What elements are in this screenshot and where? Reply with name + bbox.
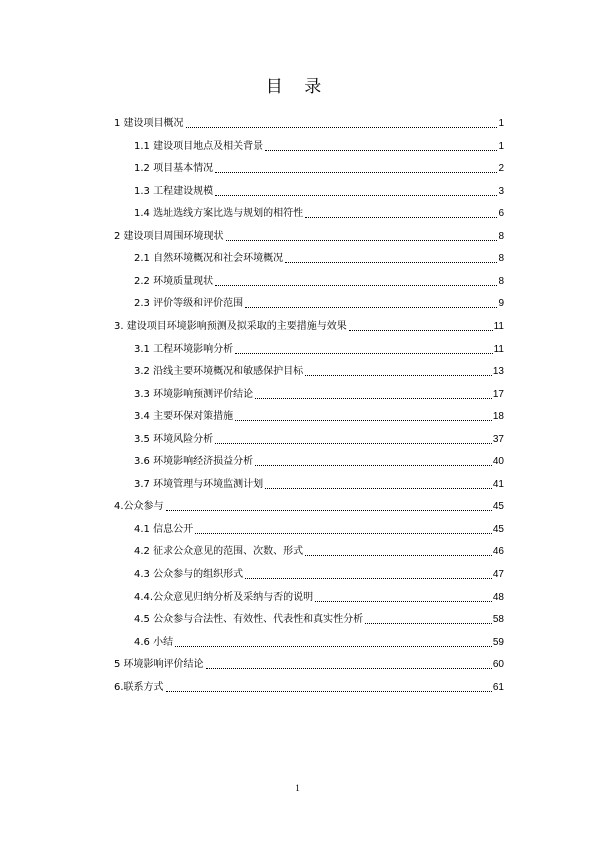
toc-entry-page-number: 11 xyxy=(493,321,504,332)
toc-dot-leader xyxy=(349,329,493,331)
toc-entry-page-number: 8 xyxy=(498,253,504,264)
toc-entry-page-number: 40 xyxy=(492,456,504,467)
toc-entry[interactable] xyxy=(134,184,504,198)
toc-entry[interactable] xyxy=(114,229,504,243)
toc-entry-label: 3. 建设项目环境影响预测及拟采取的主要措施与效果 xyxy=(114,321,347,332)
toc-dot-leader xyxy=(206,667,492,669)
toc-dot-leader xyxy=(255,397,492,399)
toc-entry-page-number: 13 xyxy=(492,366,504,377)
toc-dot-leader xyxy=(245,577,492,579)
toc-entry[interactable] xyxy=(134,296,504,310)
toc-entry-label: 2.2 环境质量现状 xyxy=(134,276,214,287)
toc-entry[interactable] xyxy=(134,274,504,288)
toc-dot-leader xyxy=(315,600,492,602)
toc-dot-leader xyxy=(166,509,492,511)
toc-entry-page-number: 37 xyxy=(492,434,504,445)
toc-dot-leader xyxy=(245,306,497,308)
toc-entry[interactable] xyxy=(134,139,504,153)
toc-dot-leader xyxy=(285,261,497,263)
toc-entry[interactable] xyxy=(134,251,504,265)
toc-dot-leader xyxy=(215,171,497,173)
toc-dot-leader xyxy=(265,487,492,489)
toc-dot-leader xyxy=(186,126,498,128)
toc-entry-label: 4.3 公众参与的组织形式 xyxy=(134,569,244,580)
toc-entry-label: 4.公众参与 xyxy=(114,501,164,512)
toc-entry-label: 2.3 评价等级和评价范围 xyxy=(134,298,244,309)
toc-entry-label: 3.2 沿线主要环境概况和敏感保护目标 xyxy=(134,366,304,377)
toc-entry-page-number: 9 xyxy=(498,298,504,309)
toc-entry-label: 2 建设项目周围环境现状 xyxy=(114,231,224,242)
toc-entry[interactable] xyxy=(114,116,504,130)
toc-dot-leader xyxy=(215,194,497,196)
toc-entry-label: 4.5 公众参与合法性、有效性、代表性和真实性分析 xyxy=(134,614,364,625)
toc-dot-leader xyxy=(166,690,492,692)
toc-entry-label: 1.1 建设项目地点及相关背景 xyxy=(134,141,264,152)
toc-entry-label: 5 环境影响评价结论 xyxy=(114,659,204,670)
toc-dot-leader xyxy=(235,419,492,421)
toc-entry-page-number: 47 xyxy=(492,569,504,580)
toc-entry-page-number: 8 xyxy=(498,231,504,242)
toc-entry-label: 3.3 环境影响预测评价结论 xyxy=(134,389,254,400)
toc-dot-leader xyxy=(305,216,497,218)
toc-dot-leader xyxy=(215,284,497,286)
footer-page-number: 1 xyxy=(295,783,300,793)
toc-entry-label: 4.6 小结 xyxy=(134,637,174,648)
toc-dot-leader xyxy=(215,442,492,444)
toc-entry[interactable] xyxy=(134,206,504,220)
toc-entry-page-number: 17 xyxy=(492,389,504,400)
toc-entry-page-number: 46 xyxy=(492,546,504,557)
toc-entry[interactable] xyxy=(114,319,504,333)
toc-entry-page-number: 58 xyxy=(492,614,504,625)
toc-entry-page-number: 3 xyxy=(498,186,504,197)
toc-entry[interactable] xyxy=(134,544,504,558)
toc-entry[interactable] xyxy=(134,477,504,491)
toc-entry-label: 1.2 项目基本情况 xyxy=(134,163,214,174)
toc-entry-page-number: 2 xyxy=(498,163,504,174)
toc-entry[interactable] xyxy=(134,590,504,604)
toc-dot-leader xyxy=(235,352,493,354)
toc-entry-page-number: 11 xyxy=(493,344,504,355)
toc-entry-label: 2.1 自然环境概况和社会环境概况 xyxy=(134,253,284,264)
toc-dot-leader xyxy=(305,554,492,556)
toc-title: 目 录 xyxy=(265,77,330,97)
toc-entry-label: 3.4 主要环保对策措施 xyxy=(134,411,234,422)
toc-entry[interactable] xyxy=(134,432,504,446)
toc-entry-page-number: 1 xyxy=(498,141,504,152)
toc-entry[interactable] xyxy=(134,454,504,468)
toc-dot-leader xyxy=(305,374,492,376)
toc-entry-label: 3.5 环境风险分析 xyxy=(134,434,214,445)
toc-entry[interactable] xyxy=(114,499,504,513)
toc-entry-label: 3.6 环境影响经济损益分析 xyxy=(134,456,254,467)
toc-entry-page-number: 6 xyxy=(498,208,504,219)
toc-entry[interactable] xyxy=(114,657,504,671)
toc-entry[interactable] xyxy=(134,387,504,401)
toc-entry-label: 6.联系方式 xyxy=(114,682,164,693)
toc-dot-leader xyxy=(226,239,498,241)
toc-entry-page-number: 59 xyxy=(492,637,504,648)
toc-dot-leader xyxy=(175,645,492,647)
toc-dot-leader xyxy=(195,532,492,534)
toc-entry-label: 3.7 环境管理与环境监测计划 xyxy=(134,479,264,490)
toc-entry[interactable] xyxy=(134,567,504,581)
toc-entry[interactable] xyxy=(134,409,504,423)
toc-dot-leader xyxy=(255,464,492,466)
toc-entry-page-number: 61 xyxy=(492,682,504,693)
toc-entry[interactable] xyxy=(134,522,504,536)
toc-entry-label: 4.1 信息公开 xyxy=(134,524,194,535)
toc-entry-page-number: 41 xyxy=(492,479,504,490)
toc-entry-page-number: 18 xyxy=(492,411,504,422)
toc-entry-page-number: 45 xyxy=(492,501,504,512)
toc-entry-label: 1.3 工程建设规模 xyxy=(134,186,214,197)
toc-entry-page-number: 1 xyxy=(498,118,504,129)
toc-dot-leader xyxy=(265,149,497,151)
toc-dot-leader xyxy=(365,622,492,624)
toc-entry[interactable] xyxy=(134,635,504,649)
toc-entry[interactable] xyxy=(134,364,504,378)
toc-entry-label: 4.4.公众意见归纳分析及采纳与否的说明 xyxy=(134,592,314,603)
toc-entry-page-number: 60 xyxy=(492,659,504,670)
toc-entry-label: 1.4 选址选线方案比选与规划的相符性 xyxy=(134,208,304,219)
toc-entry[interactable] xyxy=(134,161,504,175)
toc-entry-label: 1 建设项目概况 xyxy=(114,118,184,129)
toc-entry-label: 4.2 征求公众意见的范围、次数、形式 xyxy=(134,546,304,557)
toc-entry-label: 3.1 工程环境影响分析 xyxy=(134,344,234,355)
toc-entry[interactable] xyxy=(134,612,504,626)
toc-entry-page-number: 45 xyxy=(492,524,504,535)
toc-entry[interactable] xyxy=(134,342,504,356)
toc-entry-page-number: 48 xyxy=(492,592,504,603)
toc-entry-page-number: 8 xyxy=(498,276,504,287)
toc-entry[interactable] xyxy=(114,680,504,694)
